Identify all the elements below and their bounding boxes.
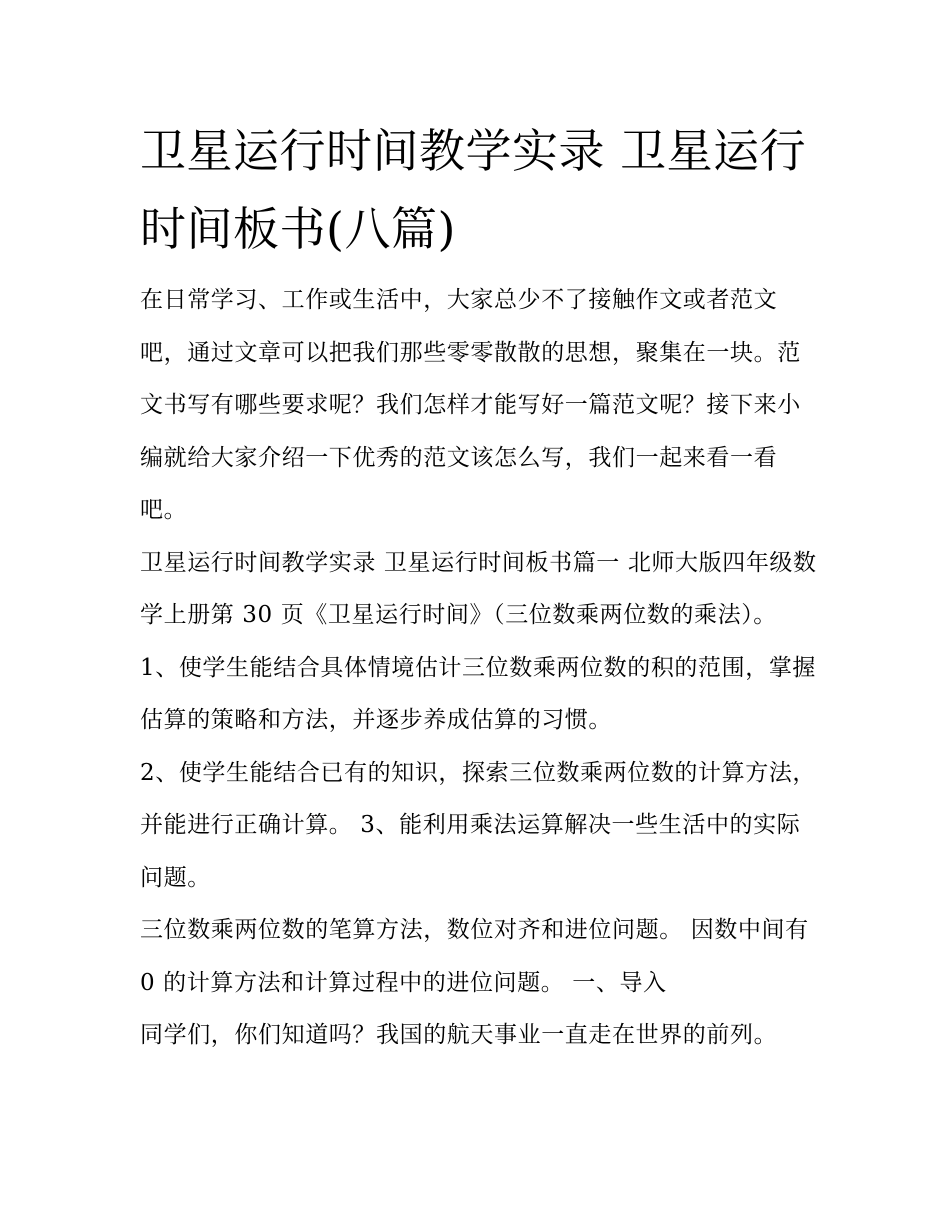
objective-1-paragraph: 1、使学生能结合具体情境估计三位数乘两位数的积的范围，掌握估算的策略和方法，并逐步养成估算的习惯。 (140, 654, 817, 733)
document-title: 卫星运行时间教学实录 卫星运行时间板书(八篇) (140, 124, 807, 256)
lesson-start-paragraph: 同学们，你们知道吗？我国的航天事业一直走在世界的前列。 (140, 1022, 778, 1048)
key-points-paragraph: 三位数乘两位数的笔算方法，数位对齐和进位问题。 因数中间有 0 的计算方法和计算过程中的进位问题。 一、导入 (140, 917, 809, 996)
document-body (140, 112, 820, 1062)
section-intro-paragraph: 卫星运行时间教学实录 卫星运行时间板书篇一 北师大版四年级数学上册第 30 页《卫星运行时间》（三位数乘两位数的乘法）。 (140, 549, 817, 628)
objective-2-3-paragraph: 2、使学生能结合已有的知识，探索三位数乘两位数的计算方法，并能进行正确计算。 3、能利用乘法运算解决一些生活中的实际问题。 (140, 759, 817, 891)
intro-paragraph: 在日常学习、工作或生活中，大家总少不了接触作文或者范文吧，通过文章可以把我们那些零零散散的思想，聚集在一块。范文书写有哪些要求呢？我们怎样才能写好一篇范文呢？接下来小编就给大家介绍一下优秀的范文该怎么写，我们一起来看一看吧。 (140, 287, 801, 523)
